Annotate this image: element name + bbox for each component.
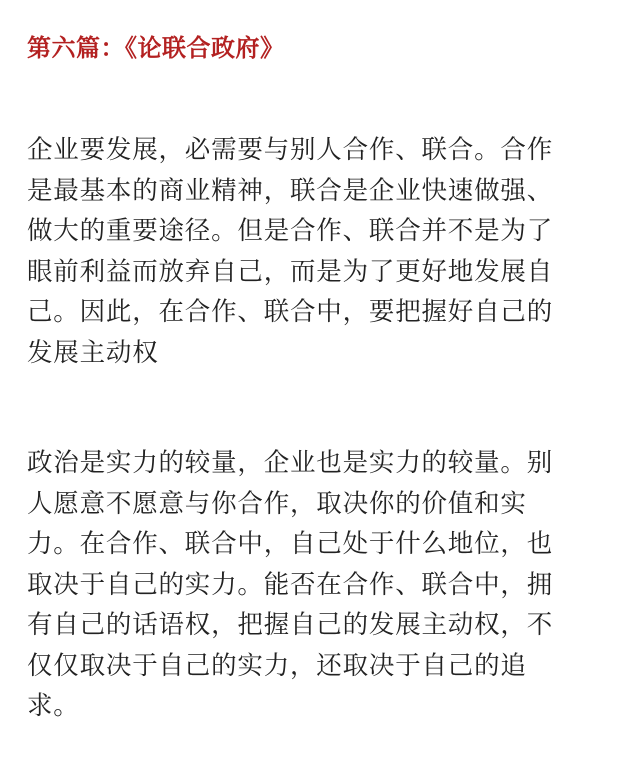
- paragraph-line: 己。因此，在合作、联合中，要把握好自己的: [27, 297, 554, 327]
- paragraph-line: 做大的重要途径。但是合作、联合并不是为了: [27, 216, 554, 246]
- paragraph-line: 有自己的话语权，把握自己的发展主动权，不: [27, 610, 554, 640]
- paragraph-line: 眼前利益而放弃自己，而是为了更好地发展自: [27, 256, 554, 287]
- paragraph-line: 仅仅取决于自己的实力，还取决于自己的追: [27, 650, 527, 681]
- article: [27, 28, 617, 727]
- paragraph-line: 是最基本的商业精神，联合是企业快速做强、: [27, 175, 554, 206]
- paragraph-line: 人愿意不愿意与你合作，取决你的价值和实: [27, 488, 527, 519]
- paragraph-line: 企业要发展，必需要与别人合作、联合。合作: [27, 135, 554, 165]
- paragraph-line: 发展主动权: [27, 337, 159, 368]
- paragraph-1: [27, 130, 617, 373]
- paragraph-line: 求。: [27, 691, 80, 721]
- paragraph-line: 取决于自己的实力。能否在合作、联合中，拥: [27, 569, 554, 600]
- paragraph-line: 政治是实力的较量，企业也是实力的较量。别: [27, 448, 554, 478]
- paragraph-line: 力。在合作、联合中，自己处于什么地位，也: [27, 529, 554, 559]
- article-title: 第六篇：《论联合政府》: [27, 34, 285, 62]
- paragraph-2: [27, 443, 617, 727]
